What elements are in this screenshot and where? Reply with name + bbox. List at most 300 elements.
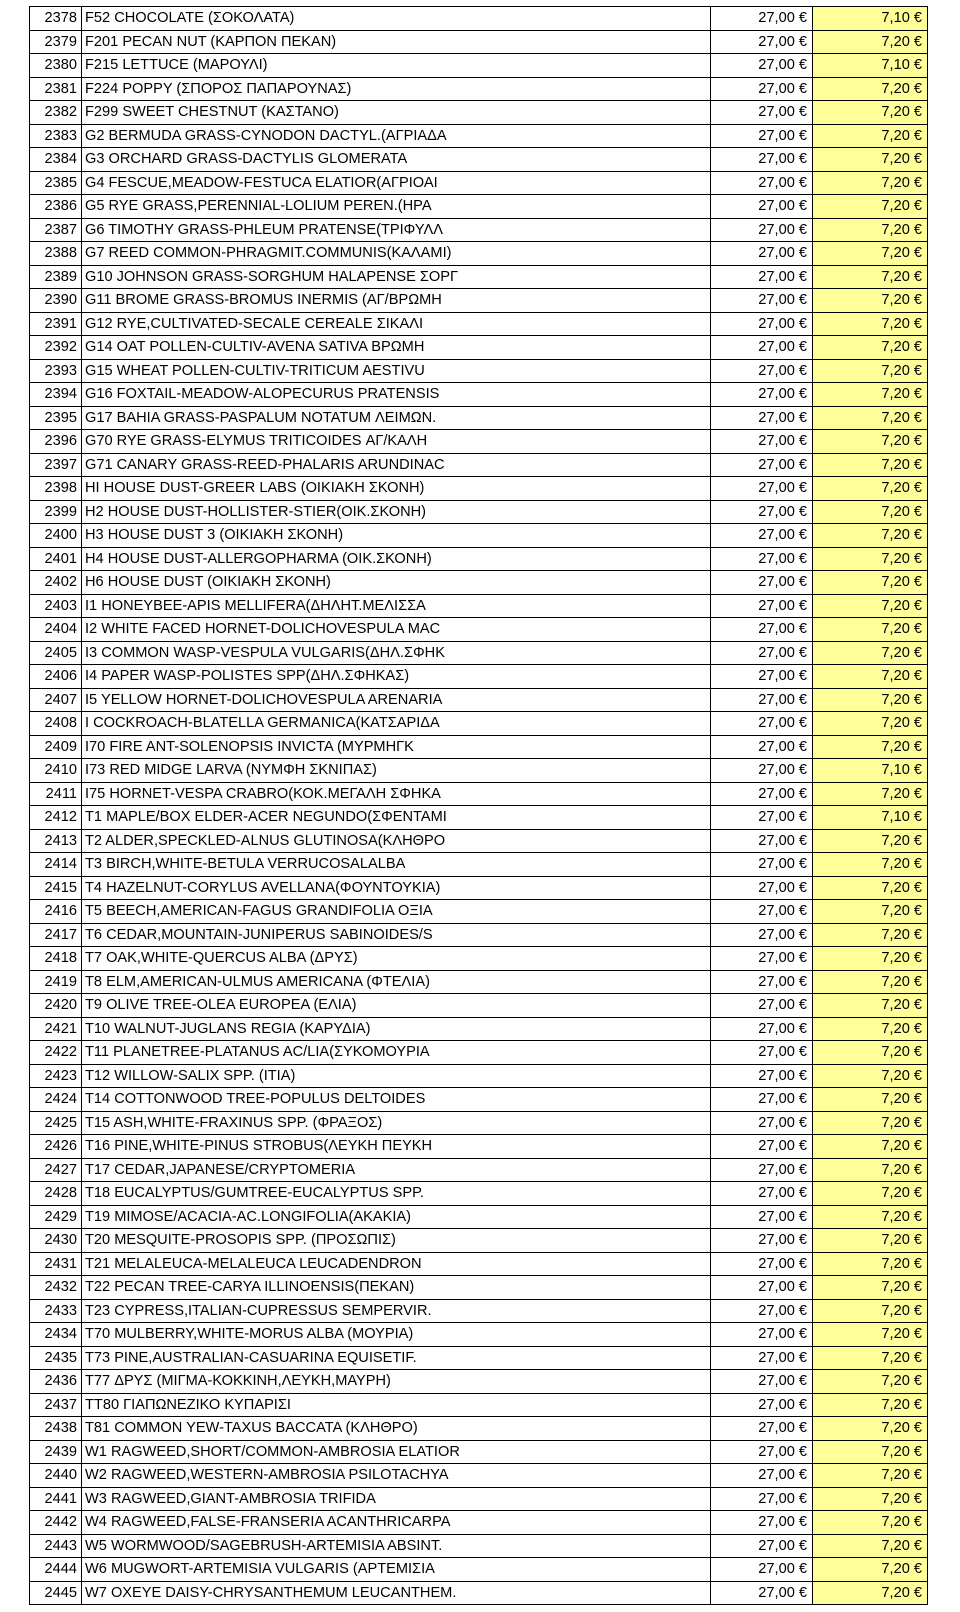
highlighted-price-cell: 7,20 € <box>813 430 928 454</box>
item-description: W4 RAGWEED,FALSE-FRANSERIA ACANTHRICARPA <box>82 1511 711 1535</box>
highlighted-price-cell: 7,20 € <box>813 265 928 289</box>
table-row <box>30 1323 928 1347</box>
item-description: G14 OAT POLLEN-CULTIV-AVENA SATIVA ΒΡΩΜΗ <box>82 336 711 360</box>
row-number: 2425 <box>30 1111 82 1135</box>
row-number: 2397 <box>30 453 82 477</box>
highlighted-price-cell: 7,20 € <box>813 970 928 994</box>
table-row <box>30 947 928 971</box>
item-description: T20 MESQUITE-PROSOPIS SPP. (ΠΡΟΣΩΠΙΣ) <box>82 1229 711 1253</box>
item-description: T77 ΔΡΥΣ (ΜΙΓΜΑ-ΚΟΚΚΙΝΗ,ΛΕΥΚΗ,ΜΑΥΡΗ) <box>82 1370 711 1394</box>
row-number: 2423 <box>30 1064 82 1088</box>
price-cell: 27,00 € <box>711 218 813 242</box>
row-number: 2399 <box>30 500 82 524</box>
row-number: 2403 <box>30 594 82 618</box>
table-row <box>30 336 928 360</box>
item-description: I75 HORNET-VESPA CRABRO(ΚΟΚ.ΜΕΓΑΛΗ ΣΦΗΚΑ <box>82 782 711 806</box>
highlighted-price-cell: 7,20 € <box>813 312 928 336</box>
price-cell: 27,00 € <box>711 1041 813 1065</box>
highlighted-price-cell: 7,20 € <box>813 1487 928 1511</box>
item-description: F215 LETTUCE (ΜΑΡΟΥΛΙ) <box>82 54 711 78</box>
highlighted-price-cell: 7,20 € <box>813 171 928 195</box>
item-description: T4 HAZELNUT-CORYLUS AVELLANA(ΦΟΥΝΤΟΥΚΙΑ) <box>82 876 711 900</box>
item-description: G5 RYE GRASS,PERENNIAL-LOLIUM PEREN.(ΗΡΑ <box>82 195 711 219</box>
row-number: 2393 <box>30 359 82 383</box>
price-cell: 27,00 € <box>711 1064 813 1088</box>
table-row <box>30 1135 928 1159</box>
row-number: 2412 <box>30 806 82 830</box>
highlighted-price-cell: 7,20 € <box>813 453 928 477</box>
item-description: G71 CANARY GRASS-REED-PHALARIS ARUNDINAC <box>82 453 711 477</box>
item-description: F201 PECAN NUT (ΚΑΡΠΟΝ ΠΕΚΑΝ) <box>82 30 711 54</box>
row-number: 2420 <box>30 994 82 1018</box>
item-description: W2 RAGWEED,WESTERN-AMBROSIA PSILOTACHYA <box>82 1464 711 1488</box>
table-row <box>30 383 928 407</box>
row-number: 2428 <box>30 1182 82 1206</box>
table-row <box>30 1252 928 1276</box>
item-description: T21 MELALEUCA-MELALEUCA LEUCADENDRON <box>82 1252 711 1276</box>
price-cell: 27,00 € <box>711 1299 813 1323</box>
item-description: T19 MIMOSE/ACACIA-AC.LONGIFOLIA(ΑΚΑΚΙΑ) <box>82 1205 711 1229</box>
table-row <box>30 876 928 900</box>
price-cell: 27,00 € <box>711 1464 813 1488</box>
highlighted-price-cell: 7,20 € <box>813 712 928 736</box>
item-description: G3 ORCHARD GRASS-DACTYLIS GLOMERATA <box>82 148 711 172</box>
row-number: 2435 <box>30 1346 82 1370</box>
highlighted-price-cell: 7,20 € <box>813 618 928 642</box>
price-cell: 27,00 € <box>711 1111 813 1135</box>
price-cell: 27,00 € <box>711 1417 813 1441</box>
highlighted-price-cell: 7,20 € <box>813 1581 928 1605</box>
price-cell: 27,00 € <box>711 1370 813 1394</box>
item-description: T11 PLANETREE-PLATANUS AC/LIA(ΣΥΚΟΜΟΥΡΙΑ <box>82 1041 711 1065</box>
item-description: T2 ALDER,SPECKLED-ALNUS GLUTINOSA(ΚΛΗΘΡΟ <box>82 829 711 853</box>
table-row <box>30 1440 928 1464</box>
price-cell: 27,00 € <box>711 1252 813 1276</box>
price-cell: 27,00 € <box>711 453 813 477</box>
item-description: I4 PAPER WASP-POLISTES SPP(ΔΗΛ.ΣΦΗΚΑΣ) <box>82 665 711 689</box>
table-row <box>30 30 928 54</box>
row-number: 2430 <box>30 1229 82 1253</box>
price-cell: 27,00 € <box>711 430 813 454</box>
highlighted-price-cell: 7,20 € <box>813 594 928 618</box>
table-row <box>30 1534 928 1558</box>
item-description: T73 PINE,AUSTRALIAN-CASUARINA EQUISETIF. <box>82 1346 711 1370</box>
row-number: 2408 <box>30 712 82 736</box>
item-description: H6 HOUSE DUST (ΟΙΚΙΑΚΗ ΣΚΟΝΗ) <box>82 571 711 595</box>
item-description: G4 FESCUE,MEADOW-FESTUCA ELATIOR(ΑΓΡΙΟΑΙ <box>82 171 711 195</box>
price-table-body <box>30 7 928 1605</box>
row-number: 2426 <box>30 1135 82 1159</box>
item-description: T15 ASH,WHITE-FRAXINUS SPP. (ΦΡΑΞΟΣ) <box>82 1111 711 1135</box>
table-row <box>30 759 928 783</box>
item-description: G15 WHEAT POLLEN-CULTIV-TRITICUM AESTIVU <box>82 359 711 383</box>
highlighted-price-cell: 7,20 € <box>813 571 928 595</box>
item-description: G12 RYE,CULTIVATED-SECALE CEREALE ΣΙΚΑΛΙ <box>82 312 711 336</box>
highlighted-price-cell: 7,20 € <box>813 876 928 900</box>
price-cell: 27,00 € <box>711 1487 813 1511</box>
table-row <box>30 1417 928 1441</box>
table-row <box>30 1299 928 1323</box>
table-row <box>30 1276 928 1300</box>
table-row <box>30 477 928 501</box>
item-description: T6 CEDAR,MOUNTAIN-JUNIPERUS SABINOIDES/S <box>82 923 711 947</box>
row-number: 2384 <box>30 148 82 172</box>
highlighted-price-cell: 7,20 € <box>813 1229 928 1253</box>
table-row <box>30 688 928 712</box>
item-description: I5 YELLOW HORNET-DOLICHOVESPULA ARENARIA <box>82 688 711 712</box>
row-number: 2383 <box>30 124 82 148</box>
row-number: 2443 <box>30 1534 82 1558</box>
highlighted-price-cell: 7,20 € <box>813 1464 928 1488</box>
highlighted-price-cell: 7,20 € <box>813 547 928 571</box>
highlighted-price-cell: 7,20 € <box>813 994 928 1018</box>
item-description: W1 RAGWEED,SHORT/COMMON-AMBROSIA ELATIOR <box>82 1440 711 1464</box>
item-description: I2 WHITE FACED HORNET-DOLICHOVESPULA MAC <box>82 618 711 642</box>
price-cell: 27,00 € <box>711 1205 813 1229</box>
price-table <box>29 6 928 1605</box>
price-cell: 27,00 € <box>711 571 813 595</box>
item-description: T7 OAK,WHITE-QUERCUS ALBA (ΔΡΥΣ) <box>82 947 711 971</box>
highlighted-price-cell: 7,20 € <box>813 665 928 689</box>
highlighted-price-cell: 7,20 € <box>813 124 928 148</box>
price-cell: 27,00 € <box>711 406 813 430</box>
row-number: 2380 <box>30 54 82 78</box>
row-number: 2414 <box>30 853 82 877</box>
price-cell: 27,00 € <box>711 1440 813 1464</box>
row-number: 2402 <box>30 571 82 595</box>
highlighted-price-cell: 7,10 € <box>813 7 928 31</box>
price-cell: 27,00 € <box>711 1158 813 1182</box>
table-row <box>30 571 928 595</box>
row-number: 2398 <box>30 477 82 501</box>
price-cell: 27,00 € <box>711 7 813 31</box>
highlighted-price-cell: 7,20 € <box>813 829 928 853</box>
highlighted-price-cell: 7,20 € <box>813 688 928 712</box>
highlighted-price-cell: 7,20 € <box>813 1252 928 1276</box>
price-cell: 27,00 € <box>711 383 813 407</box>
price-cell: 27,00 € <box>711 195 813 219</box>
highlighted-price-cell: 7,20 € <box>813 947 928 971</box>
highlighted-price-cell: 7,20 € <box>813 195 928 219</box>
highlighted-price-cell: 7,20 € <box>813 1299 928 1323</box>
row-number: 2392 <box>30 336 82 360</box>
table-row <box>30 1158 928 1182</box>
price-cell: 27,00 € <box>711 947 813 971</box>
table-row <box>30 1182 928 1206</box>
highlighted-price-cell: 7,20 € <box>813 1158 928 1182</box>
row-number: 2427 <box>30 1158 82 1182</box>
item-description: H3 HOUSE DUST 3 (ΟΙΚΙΑΚΗ ΣΚΟΝΗ) <box>82 524 711 548</box>
table-row <box>30 77 928 101</box>
row-number: 2409 <box>30 735 82 759</box>
item-description: TT80 ΓΙΑΠΩΝΕΖΙΚΟ ΚΥΠΑΡΙΣΙ <box>82 1393 711 1417</box>
table-row <box>30 618 928 642</box>
highlighted-price-cell: 7,20 € <box>813 1370 928 1394</box>
item-description: T10 WALNUT-JUGLANS REGIA (ΚΑΡΥΔΙΑ) <box>82 1017 711 1041</box>
highlighted-price-cell: 7,20 € <box>813 1346 928 1370</box>
row-number: 2386 <box>30 195 82 219</box>
price-cell: 27,00 € <box>711 77 813 101</box>
table-row <box>30 430 928 454</box>
table-row <box>30 124 928 148</box>
table-row <box>30 7 928 31</box>
price-cell: 27,00 € <box>711 1182 813 1206</box>
table-row <box>30 712 928 736</box>
row-number: 2416 <box>30 900 82 924</box>
item-description: T8 ELM,AMERICAN-ULMUS AMERICANA (ΦΤΕΛΙΑ) <box>82 970 711 994</box>
price-cell: 27,00 € <box>711 829 813 853</box>
row-number: 2404 <box>30 618 82 642</box>
item-description: G7 REED COMMON-PHRAGMIT.COMMUNIS(ΚΑΛΑΜΙ) <box>82 242 711 266</box>
row-number: 2387 <box>30 218 82 242</box>
price-cell: 27,00 € <box>711 1229 813 1253</box>
price-cell: 27,00 € <box>711 101 813 125</box>
highlighted-price-cell: 7,20 € <box>813 1064 928 1088</box>
row-number: 2405 <box>30 641 82 665</box>
row-number: 2388 <box>30 242 82 266</box>
table-row <box>30 171 928 195</box>
row-number: 2385 <box>30 171 82 195</box>
table-row <box>30 806 928 830</box>
item-description: I1 HONEYBEE-APIS MELLIFERA(ΔΗΛΗΤ.ΜΕΛΙΣΣΑ <box>82 594 711 618</box>
price-cell: 27,00 € <box>711 759 813 783</box>
table-row <box>30 1205 928 1229</box>
highlighted-price-cell: 7,20 € <box>813 900 928 924</box>
table-row <box>30 735 928 759</box>
item-description: G10 JOHNSON GRASS-SORGHUM HALAPENSE ΣΟΡΓ <box>82 265 711 289</box>
highlighted-price-cell: 7,20 € <box>813 1276 928 1300</box>
highlighted-price-cell: 7,20 € <box>813 641 928 665</box>
highlighted-price-cell: 7,20 € <box>813 853 928 877</box>
table-row <box>30 994 928 1018</box>
highlighted-price-cell: 7,20 € <box>813 1323 928 1347</box>
item-description: G2 BERMUDA GRASS-CYNODON DACTYL.(ΑΓΡΙΑΔΑ <box>82 124 711 148</box>
row-number: 2437 <box>30 1393 82 1417</box>
row-number: 2442 <box>30 1511 82 1535</box>
highlighted-price-cell: 7,10 € <box>813 54 928 78</box>
table-row <box>30 1464 928 1488</box>
highlighted-price-cell: 7,20 € <box>813 1017 928 1041</box>
price-cell: 27,00 € <box>711 735 813 759</box>
table-row <box>30 923 928 947</box>
item-description: T22 PECAN TREE-CARYA ILLINOENSIS(ΠΕΚΑΝ) <box>82 1276 711 1300</box>
table-row <box>30 289 928 313</box>
highlighted-price-cell: 7,20 € <box>813 1393 928 1417</box>
table-row <box>30 1041 928 1065</box>
price-cell: 27,00 € <box>711 1558 813 1582</box>
highlighted-price-cell: 7,20 € <box>813 101 928 125</box>
highlighted-price-cell: 7,20 € <box>813 735 928 759</box>
row-number: 2436 <box>30 1370 82 1394</box>
highlighted-price-cell: 7,20 € <box>813 1534 928 1558</box>
price-cell: 27,00 € <box>711 524 813 548</box>
price-cell: 27,00 € <box>711 782 813 806</box>
item-description: T12 WILLOW-SALIX SPP. (ΙΤΙΑ) <box>82 1064 711 1088</box>
table-row <box>30 1511 928 1535</box>
row-number: 2379 <box>30 30 82 54</box>
item-description: H4 HOUSE DUST-ALLERGOPHARMA (ΟΙΚ.ΣΚΟΝΗ) <box>82 547 711 571</box>
row-number: 2396 <box>30 430 82 454</box>
row-number: 2431 <box>30 1252 82 1276</box>
item-description: T5 BEECH,AMERICAN-FAGUS GRANDIFOLIA ΟΞΙΑ <box>82 900 711 924</box>
table-row <box>30 101 928 125</box>
row-number: 2378 <box>30 7 82 31</box>
price-cell: 27,00 € <box>711 1534 813 1558</box>
price-cell: 27,00 € <box>711 900 813 924</box>
price-cell: 27,00 € <box>711 265 813 289</box>
price-cell: 27,00 € <box>711 1346 813 1370</box>
price-cell: 27,00 € <box>711 336 813 360</box>
table-row <box>30 524 928 548</box>
table-row <box>30 1111 928 1135</box>
price-cell: 27,00 € <box>711 1017 813 1041</box>
highlighted-price-cell: 7,20 € <box>813 1417 928 1441</box>
item-description: W3 RAGWEED,GIANT-AMBROSIA TRIFIDA <box>82 1487 711 1511</box>
highlighted-price-cell: 7,10 € <box>813 806 928 830</box>
price-cell: 27,00 € <box>711 853 813 877</box>
row-number: 2441 <box>30 1487 82 1511</box>
price-cell: 27,00 € <box>711 688 813 712</box>
price-cell: 27,00 € <box>711 242 813 266</box>
item-description: T9 OLIVE TREE-OLEA EUROPEA (ΕΛΙΑ) <box>82 994 711 1018</box>
table-row <box>30 1558 928 1582</box>
price-cell: 27,00 € <box>711 359 813 383</box>
row-number: 2432 <box>30 1276 82 1300</box>
table-row <box>30 1346 928 1370</box>
price-cell: 27,00 € <box>711 806 813 830</box>
price-cell: 27,00 € <box>711 312 813 336</box>
table-row <box>30 453 928 477</box>
item-description: G11 BROME GRASS-BROMUS INERMIS (ΑΓ/ΒΡΩΜΗ <box>82 289 711 313</box>
item-description: T23 CYPRESS,ITALIAN-CUPRESSUS SEMPERVIR. <box>82 1299 711 1323</box>
row-number: 2382 <box>30 101 82 125</box>
row-number: 2410 <box>30 759 82 783</box>
table-row <box>30 359 928 383</box>
price-cell: 27,00 € <box>711 148 813 172</box>
price-cell: 27,00 € <box>711 994 813 1018</box>
price-cell: 27,00 € <box>711 1393 813 1417</box>
row-number: 2411 <box>30 782 82 806</box>
item-description: H2 HOUSE DUST-HOLLISTER-STIER(ΟΙΚ.ΣΚΟΝΗ) <box>82 500 711 524</box>
row-number: 2433 <box>30 1299 82 1323</box>
table-row <box>30 54 928 78</box>
highlighted-price-cell: 7,20 € <box>813 1182 928 1206</box>
price-cell: 27,00 € <box>711 923 813 947</box>
item-description: F52 CHOCOLATE (ΣΟΚΟΛΑΤΑ) <box>82 7 711 31</box>
row-number: 2395 <box>30 406 82 430</box>
item-description: T14 COTTONWOOD TREE-POPULUS DELTOIDES <box>82 1088 711 1112</box>
row-number: 2394 <box>30 383 82 407</box>
price-cell: 27,00 € <box>711 594 813 618</box>
row-number: 2415 <box>30 876 82 900</box>
price-cell: 27,00 € <box>711 1276 813 1300</box>
table-row <box>30 1487 928 1511</box>
table-row <box>30 1581 928 1605</box>
row-number: 2424 <box>30 1088 82 1112</box>
highlighted-price-cell: 7,20 € <box>813 148 928 172</box>
item-description: T70 MULBERRY,WHITE-MORUS ALBA (ΜΟΥΡΙΑ) <box>82 1323 711 1347</box>
item-description: I3 COMMON WASP-VESPULA VULGARIS(ΔΗΛ.ΣΦΗΚ <box>82 641 711 665</box>
price-cell: 27,00 € <box>711 547 813 571</box>
row-number: 2439 <box>30 1440 82 1464</box>
table-row <box>30 218 928 242</box>
table-row <box>30 1064 928 1088</box>
item-description: W6 MUGWORT-ARTEMISIA VULGARIS (ΑΡΤΕΜΙΣΙΑ <box>82 1558 711 1582</box>
row-number: 2445 <box>30 1581 82 1605</box>
table-row <box>30 970 928 994</box>
table-row <box>30 900 928 924</box>
table-row <box>30 782 928 806</box>
item-description: F224 POPPY (ΣΠΟΡΟΣ ΠΑΠΑΡΟΥΝΑΣ) <box>82 77 711 101</box>
item-description: I70 FIRE ANT-SOLENOPSIS INVICTA (ΜΥΡΜΗΓΚ <box>82 735 711 759</box>
price-cell: 27,00 € <box>711 30 813 54</box>
highlighted-price-cell: 7,20 € <box>813 242 928 266</box>
highlighted-price-cell: 7,20 € <box>813 477 928 501</box>
highlighted-price-cell: 7,20 € <box>813 524 928 548</box>
item-description: G16 FOXTAIL-MEADOW-ALOPECURUS PRATENSIS <box>82 383 711 407</box>
highlighted-price-cell: 7,20 € <box>813 406 928 430</box>
item-description: W5 WORMWOOD/SAGEBRUSH-ARTEMISIA ABSINT. <box>82 1534 711 1558</box>
price-cell: 27,00 € <box>711 712 813 736</box>
highlighted-price-cell: 7,20 € <box>813 1558 928 1582</box>
highlighted-price-cell: 7,10 € <box>813 759 928 783</box>
item-description: T81 COMMON YEW-TAXUS BACCATA (ΚΛΗΘΡΟ) <box>82 1417 711 1441</box>
price-cell: 27,00 € <box>711 1135 813 1159</box>
row-number: 2406 <box>30 665 82 689</box>
item-description: G6 TIMOTHY GRASS-PHLEUM PRATENSE(ΤΡΙΦΥΛΛ <box>82 218 711 242</box>
row-number: 2400 <box>30 524 82 548</box>
item-description: I73 RED MIDGE LARVA (ΝΥΜΦΗ ΣΚΝΙΠΑΣ) <box>82 759 711 783</box>
highlighted-price-cell: 7,20 € <box>813 1111 928 1135</box>
highlighted-price-cell: 7,20 € <box>813 1041 928 1065</box>
row-number: 2413 <box>30 829 82 853</box>
item-description: G17 BAHIA GRASS-PASPALUM NOTATUM ΛΕΙΜΩΝ. <box>82 406 711 430</box>
table-row <box>30 1088 928 1112</box>
price-cell: 27,00 € <box>711 54 813 78</box>
table-row <box>30 1229 928 1253</box>
highlighted-price-cell: 7,20 € <box>813 218 928 242</box>
row-number: 2421 <box>30 1017 82 1041</box>
table-row <box>30 594 928 618</box>
price-cell: 27,00 € <box>711 641 813 665</box>
table-row <box>30 1370 928 1394</box>
row-number: 2444 <box>30 1558 82 1582</box>
highlighted-price-cell: 7,20 € <box>813 923 928 947</box>
row-number: 2422 <box>30 1041 82 1065</box>
price-cell: 27,00 € <box>711 289 813 313</box>
item-description: G70 RYE GRASS-ELYMUS TRITICOIDES ΑΓ/ΚΑΛΗ <box>82 430 711 454</box>
table-row <box>30 829 928 853</box>
highlighted-price-cell: 7,20 € <box>813 1205 928 1229</box>
highlighted-price-cell: 7,20 € <box>813 1440 928 1464</box>
row-number: 2434 <box>30 1323 82 1347</box>
table-row <box>30 853 928 877</box>
table-row <box>30 242 928 266</box>
highlighted-price-cell: 7,20 € <box>813 359 928 383</box>
item-description: T18 EUCALYPTUS/GUMTREE-EUCALYPTUS SPP. <box>82 1182 711 1206</box>
price-cell: 27,00 € <box>711 477 813 501</box>
price-cell: 27,00 € <box>711 1511 813 1535</box>
item-description: T1 MAPLE/BOX ELDER-ACER NEGUNDO(ΣΦΕΝΤΑΜΙ <box>82 806 711 830</box>
table-row <box>30 312 928 336</box>
row-number: 2390 <box>30 289 82 313</box>
item-description: HI HOUSE DUST-GREER LABS (ΟΙΚΙΑΚΗ ΣΚΟΝΗ) <box>82 477 711 501</box>
row-number: 2440 <box>30 1464 82 1488</box>
highlighted-price-cell: 7,20 € <box>813 289 928 313</box>
highlighted-price-cell: 7,20 € <box>813 77 928 101</box>
table-row <box>30 1393 928 1417</box>
highlighted-price-cell: 7,20 € <box>813 1088 928 1112</box>
